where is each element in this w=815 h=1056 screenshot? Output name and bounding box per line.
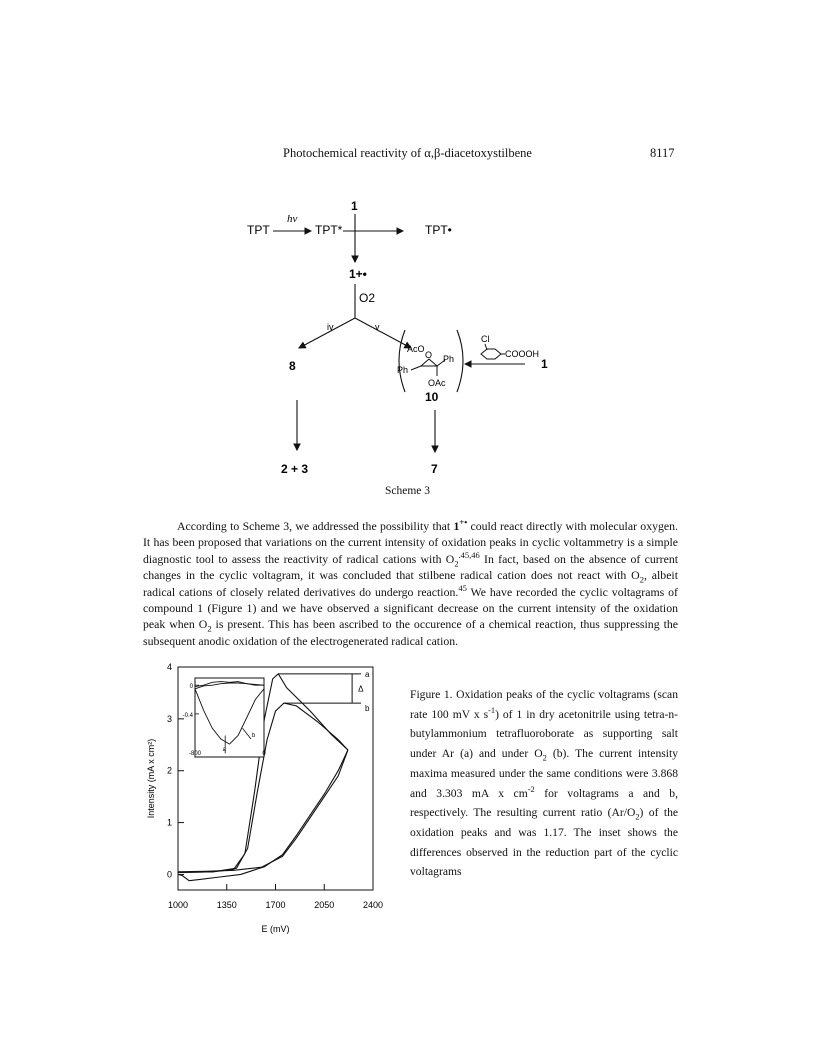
compound-10: 10 xyxy=(425,390,439,404)
text-run: ) of 1 in dry acetonitrile using tetra-n-butylammonium tetrafluoroborate as supporting salt under Ar (a) and under O xyxy=(410,707,678,761)
aco-label: AcO xyxy=(407,344,425,354)
reference-sup: .45,46 xyxy=(458,549,480,560)
superscript: -1 xyxy=(488,705,496,715)
text-run: for voltagrams a and b, respectively. The resulting current ratio (Ar/O xyxy=(410,786,678,820)
inset-label-b: b xyxy=(251,732,256,739)
text-run: We have recorded the cyclic voltagrams of compound 1 (Figure 1) and we have observed a significant decrease on the current intensity of the oxidation peak when O xyxy=(143,584,678,632)
products-2-3: 2 + 3 xyxy=(281,462,309,476)
x-axis-label: E (mV) xyxy=(261,924,290,934)
tpt-star: TPT* xyxy=(315,223,343,237)
label-b: b xyxy=(365,704,370,714)
reference-sup: 45 xyxy=(458,582,467,593)
cl-label: Cl xyxy=(481,334,490,344)
text-run: According to Scheme 3, we addressed the possibility that xyxy=(177,519,454,533)
text-run: is present. This has been ascribed to the occurence of a chemical reaction, thus suppressing the subsequent anodic oxidation of the electrogenerated radical cation. xyxy=(143,617,678,648)
inset-label-a: a xyxy=(222,747,226,753)
inset-x-tick-label: 0 xyxy=(262,751,266,757)
text-run: , albeit radical cations of closely related derivatives do undergo reaction. xyxy=(143,568,678,599)
x-tick-label: 1000 xyxy=(167,900,189,910)
figure-1-chart xyxy=(140,655,405,935)
product-7: 7 xyxy=(431,462,438,476)
label-delta: Δ xyxy=(358,684,364,694)
compound-1-top: 1 xyxy=(351,199,358,213)
paren-left xyxy=(399,330,405,392)
charge-sup: +• xyxy=(459,517,468,528)
label-a: a xyxy=(365,669,370,679)
y-tick-label: 1 xyxy=(166,817,172,828)
oac-label: OAc xyxy=(428,378,446,388)
text-run: could react directly with molecular oxygen. It has been proposed that variations on the current intensity of oxidation peaks in cyclic voltammetry is a simple diagnostic tool to assess the reactivity of radical cations with O xyxy=(143,519,678,566)
compound-ref: 1 xyxy=(453,519,460,533)
y-tick-label: 2 xyxy=(166,765,172,776)
y-tick-label: 3 xyxy=(166,713,172,724)
x-tick-label: 2050 xyxy=(314,900,335,910)
tpt-left: TPT xyxy=(247,223,270,237)
figure-caption xyxy=(410,685,678,882)
paren-right xyxy=(457,330,463,392)
body-paragraph xyxy=(143,518,678,649)
x-tick-label: 1700 xyxy=(265,900,286,910)
inset-y-tick-label: -0.4 xyxy=(182,712,193,719)
inset-frame xyxy=(195,678,264,757)
epoxide-ring xyxy=(421,359,437,366)
scheme-caption: Scheme 3 xyxy=(384,485,431,497)
page-number: 8117 xyxy=(650,146,675,160)
compound-1-right: 1 xyxy=(541,357,548,371)
ph-bond-left xyxy=(411,366,421,370)
benzene-ring xyxy=(481,349,501,359)
tpt-radical: TPT• xyxy=(425,223,452,237)
header-title: Photochemical reactivity of α,β-diacetoxystilbene xyxy=(283,146,532,160)
x-tick-label: 2400 xyxy=(362,900,384,910)
ph-right: Ph xyxy=(443,354,455,364)
route-v: v xyxy=(375,322,380,332)
text-run: In fact, based on the absence of current changes in the cyclic voltagram, it was concluded that stilbene radical cation does not react with O xyxy=(143,551,679,583)
inset-y-tick-label: 0 xyxy=(189,684,193,691)
running-title xyxy=(0,146,815,161)
radical-cation: 1+• xyxy=(349,267,367,281)
cooh-label: COOOH xyxy=(505,349,540,359)
hv-label: hν xyxy=(287,213,298,225)
o2-label: O2 xyxy=(359,291,376,305)
subscript: 2 xyxy=(635,812,640,822)
subscript: 2 xyxy=(454,558,459,569)
subscript: 2 xyxy=(542,753,547,763)
x-tick-label: 1350 xyxy=(216,900,237,910)
epoxide-o: O xyxy=(425,350,433,360)
y-tick-label: 0 xyxy=(166,869,172,880)
subscript: 2 xyxy=(207,623,212,634)
ph-left: Ph xyxy=(397,365,409,375)
inset-x-tick-label: -800 xyxy=(188,751,202,757)
y-axis-label: Intensity (mA x cm²) xyxy=(146,738,156,819)
text-run: (b). The current intensity maxima measured under the same conditions were 3.868 and 3.303 mA x cm xyxy=(410,747,678,800)
subscript: 2 xyxy=(639,574,644,585)
y-tick-label: 4 xyxy=(166,662,172,672)
series-b-reverse-line xyxy=(178,750,348,881)
series-a-reverse-line xyxy=(178,750,348,872)
branch-v-arrow xyxy=(355,318,411,348)
route-iv: iv xyxy=(327,322,334,332)
text-run: Figure 1. Oxidation peaks of the cyclic voltagrams (scan rate 100 mV x s xyxy=(410,688,678,721)
compound-8: 8 xyxy=(289,359,296,373)
superscript: -2 xyxy=(527,784,535,794)
text-run: ) of the oxidation peaks and was 1.17. The inset shows the differences observed in the reduction part of the cyclic voltagrams xyxy=(410,806,679,879)
scheme-3 xyxy=(225,180,585,500)
